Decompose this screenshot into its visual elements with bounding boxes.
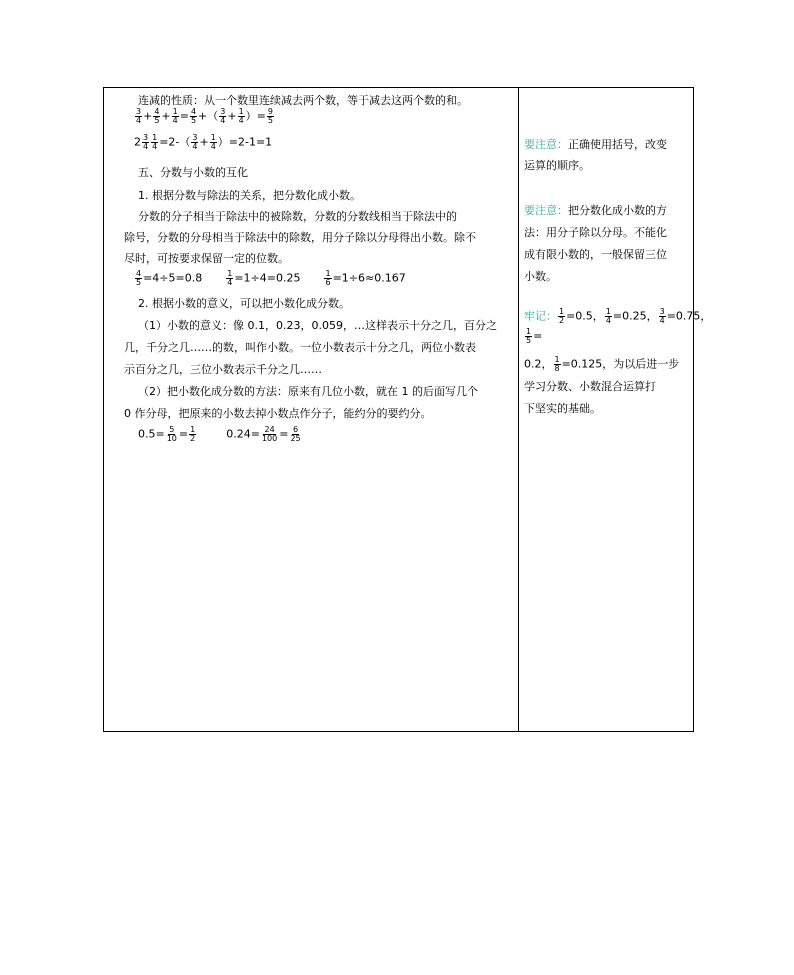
note-line: 学习分数、小数混合运算打: [524, 380, 656, 393]
note-1: 要注意：正确使用括号，改变: [524, 138, 667, 151]
fraction: $\frac{1}{4}$: [605, 307, 611, 325]
example-line-1: $\frac{3}{4}$ + $\frac{4}{5}$ + $\frac{1}{4}$ = $\frac{4}{5}$ +（ $\frac{3}{4}$ + $\frac{1}{4}$ ）= $\frac{9}{5}$: [136, 107, 273, 125]
note-3: 牢记： $\frac{1}{2}$ =0.5， $\frac{1}{4}$ =0.25， $\frac{3}{4}$ =0.75，: [524, 307, 712, 325]
note-label: 牢记：: [524, 309, 557, 323]
fraction: $\frac{5}{10}$: [166, 425, 177, 443]
content-table: [103, 87, 712, 732]
fraction: $\frac{4}{5}$: [190, 107, 197, 125]
note-label: 要注意：: [524, 138, 568, 151]
fraction: $\frac{1}{6}$: [325, 269, 331, 287]
fraction: $\frac{3}{4}$: [192, 133, 198, 151]
fraction: $\frac{1}{4}$: [227, 269, 233, 287]
fraction: $\frac{3}{4}$: [220, 107, 226, 125]
paragraph-line: 几，千分之几……的数，叫作小数。一位小数表示十分之几，两位小数表: [124, 341, 476, 354]
paragraph-line: 分数的分子相当于除法中的被除数，分数的分数线相当于除法中的: [138, 210, 457, 223]
fraction: $\frac{9}{5}$: [267, 107, 273, 125]
rule-1: 1. 根据分数与除法的关系，把分数化成小数。: [138, 189, 361, 202]
note-label: 要注意：: [524, 204, 568, 217]
fraction: $\frac{3}{4}$: [659, 307, 665, 325]
fraction: $\frac{1}{5}$: [526, 327, 532, 345]
note-line: $\frac{1}{5}$ =: [526, 327, 543, 345]
fraction: $\frac{3}{4}$: [136, 107, 142, 125]
note-line: 法：用分子除以分母。不能化: [524, 226, 667, 239]
note-line: 成有限小数的，一般保留三位: [524, 248, 667, 261]
example-line-3: $\frac{4}{5}$ =4÷5=0.8 $\frac{1}{4}$ =1÷4=0.25 $\frac{1}{6}$ =1÷6≈0.167: [136, 269, 406, 287]
fraction: $\frac{1}{4}$: [210, 133, 216, 151]
note-line: 小数。: [524, 270, 557, 283]
example-line-4: 0.5= $\frac{5}{10}$ = $\frac{1}{2}$ 0.24= $\frac{24}{100}$ = $\frac{6}{25}$: [138, 425, 301, 443]
fraction: $\frac{24}{100}$: [261, 425, 278, 443]
fraction: $\frac{1}{2}$: [190, 425, 196, 443]
note-line: 运算的顺序。: [524, 159, 590, 172]
fraction: $\frac{4}{5}$: [136, 269, 142, 287]
paragraph-line: 尽时，可按要求保留一定的位数。: [124, 252, 289, 265]
subtraction-property: 连减的性质：从一个数里连续减去两个数，等于减去这两个数的和。: [138, 94, 468, 107]
paragraph-line: （1）小数的意义：像 0.1，0.23，0.059，…这样表示十分之几，百分之: [138, 319, 497, 332]
example-line-2: 2 $\frac{3}{4}$ $\frac{1}{4}$ =2-（ $\frac{3}{4}$ + $\frac{1}{4}$ ）=2-1=1: [134, 133, 273, 151]
notes-column: [519, 88, 712, 731]
fraction: $\frac{1}{8}$: [554, 355, 560, 373]
fraction: $\frac{6}{25}$: [290, 425, 301, 443]
note-line: 0.2， $\frac{1}{8}$ =0.125，为以后进一步: [524, 355, 680, 373]
rule-2: 2. 根据小数的意义，可以把小数化成分数。: [138, 297, 350, 310]
paragraph-line: 示百分之几，三位小数表示千分之几……: [124, 363, 322, 376]
note-line: 下坚实的基础。: [524, 402, 601, 415]
section-heading: 五、分数与小数的互化: [138, 166, 248, 179]
fraction: $\frac{1}{2}$: [559, 307, 565, 325]
fraction: $\frac{1}{4}$: [172, 107, 178, 125]
paragraph-line: 0 作分母，把原来的小数去掉小数点作分子，能约分的要约分。: [124, 407, 432, 420]
fraction: $\frac{4}{5}$: [154, 107, 160, 125]
fraction: $\frac{1}{4}$: [238, 107, 244, 125]
note-2: 要注意：把分数化成小数的方: [524, 204, 667, 217]
paragraph-line: 除号，分数的分母相当于除法中的除数，用分子除以分母得出小数。除不: [124, 231, 476, 244]
main-column: [104, 88, 518, 731]
fraction: $\frac{1}{4}$: [152, 133, 158, 151]
paragraph-line: （2）把小数化成分数的方法：原来有几位小数，就在 1 的后面写几个: [138, 385, 478, 398]
fraction: $\frac{3}{4}$: [143, 133, 149, 151]
